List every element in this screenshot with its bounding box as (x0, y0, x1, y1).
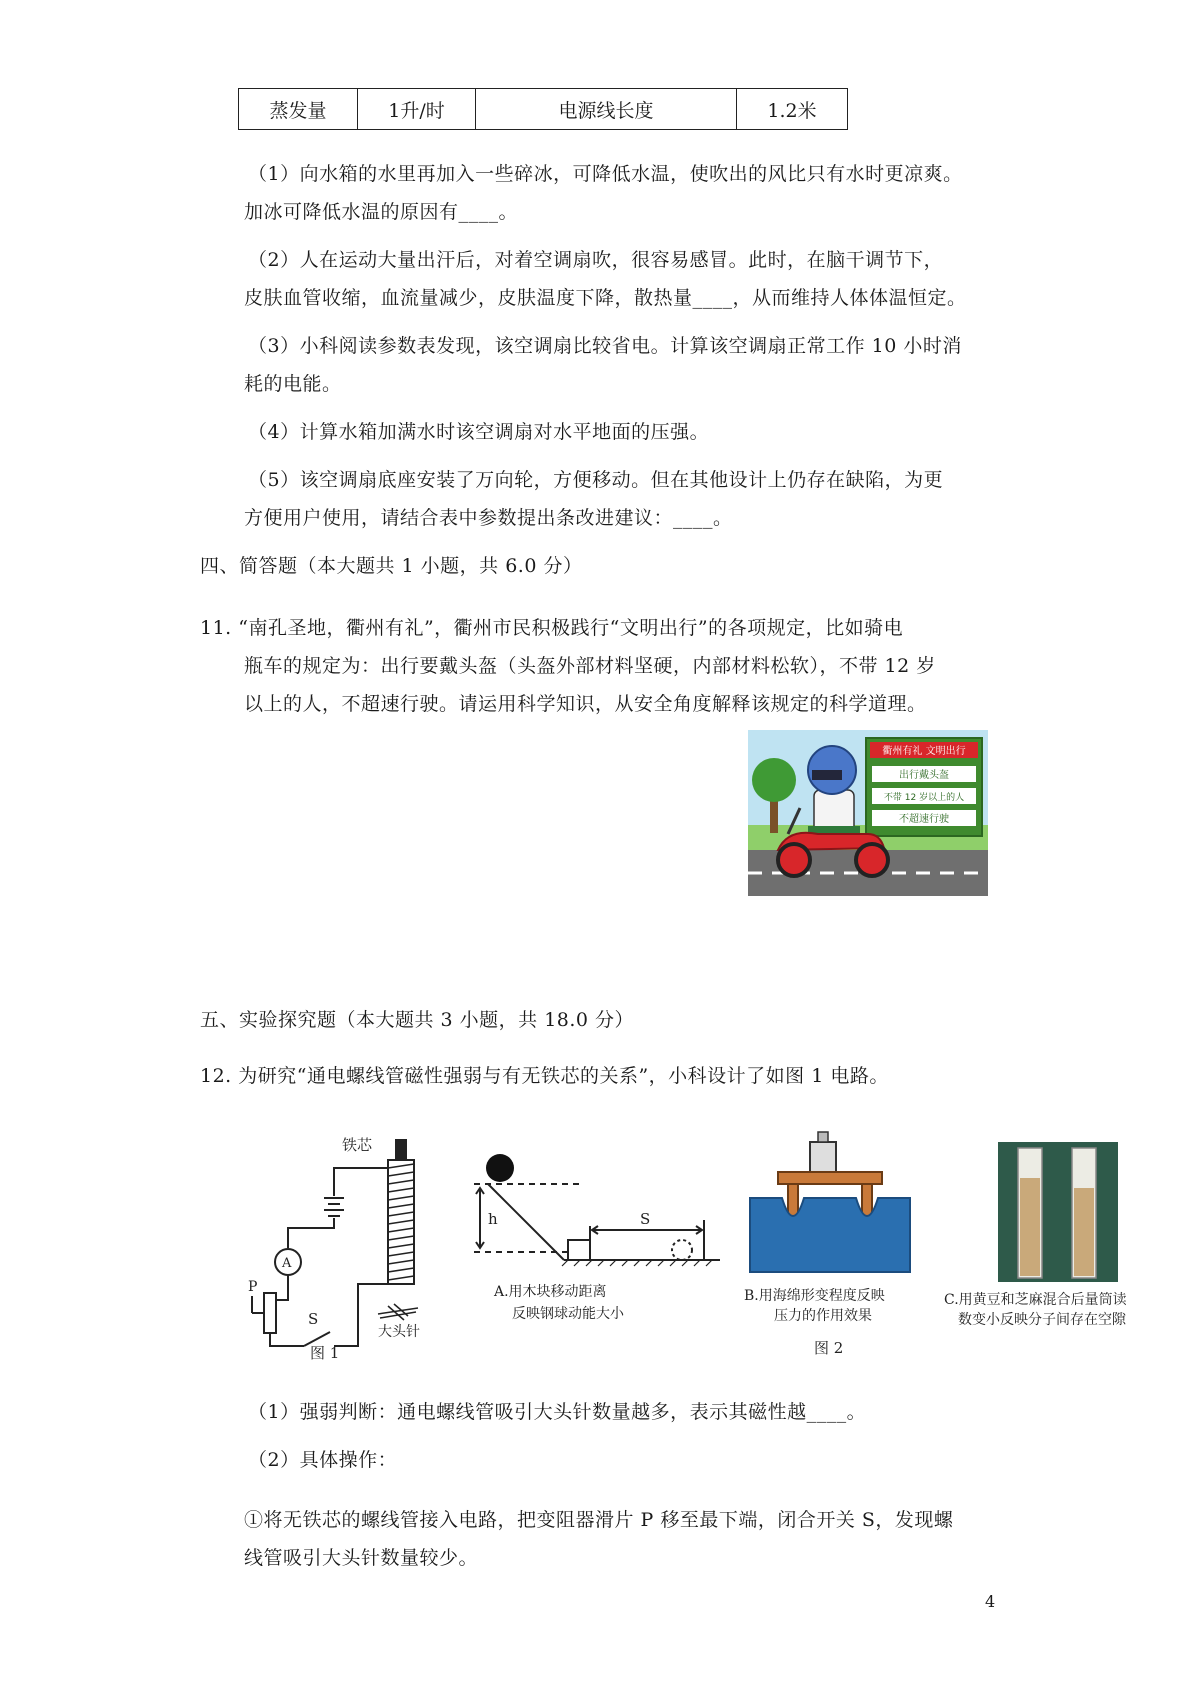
switch-s-label: S (308, 1310, 319, 1328)
q11-line2: 瓶车的规定为：出行要戴头盔（头盔外部材料坚硬，内部材料松软），不带 12 岁 (244, 655, 936, 677)
figure-2a-ramp (468, 1148, 728, 1338)
q12-sub1: （1）强弱判断：通电螺线管吸引大头针数量越多，表示其磁性越____。 (248, 1401, 867, 1423)
figure-2c-cylinders (944, 1128, 1174, 1338)
height-h-label: h (488, 1210, 498, 1228)
q10-part1-line1: （1）向水箱的水里再加入一些碎冰，可降低水温，使吹出的风比只有水时更凉爽。 (248, 163, 963, 185)
q10-part2-line2: 皮肤血管收缩，血流量减少，皮肤温度下降，散热量____，从而维持人体体温恒定。 (244, 287, 967, 309)
table-row (239, 89, 848, 130)
sponge-icon (750, 1198, 910, 1272)
figure-1-caption: 图 1 (310, 1344, 340, 1360)
caption-b-line1: B.用海绵形变程度反映 (744, 1288, 885, 1304)
slider-p-label: P (248, 1279, 258, 1295)
front-wheel-icon (778, 844, 810, 876)
q11-line3: 以上的人，不超速行驶。请运用科学知识，从安全角度解释该规定的科学道理。 (244, 693, 927, 715)
q12-sub2: （2）具体操作： (248, 1449, 398, 1471)
page-number: 4 (985, 1592, 996, 1611)
caption-c-line2: 数变小反映分子间存在空隙 (958, 1312, 1126, 1328)
board-rule-3: 不超速行驶 (899, 814, 949, 825)
q10-part3-line2: 耗的电能。 (244, 373, 342, 395)
caption-a-line2: 反映钢球动能大小 (512, 1306, 624, 1322)
table-cell: 1.2米 (737, 89, 848, 130)
section5-title: 五、实验探究题（本大题共 3 小题，共 18.0 分） (200, 1009, 635, 1031)
figure-2b-sponge (744, 1128, 944, 1360)
iron-core-label: 铁芯 (342, 1136, 373, 1154)
board-rule-1: 出行戴头盔 (899, 770, 949, 781)
caption-b-line2: 压力的作用效果 (774, 1308, 872, 1324)
q10-part2-line1: （2）人在运动大量出汗后，对着空调扇吹，很容易感冒。此时，在脑干调节下， (248, 249, 944, 271)
table-cell: 1升/时 (358, 89, 476, 130)
q10-part5-line1: （5）该空调扇底座安装了万向轮，方便移动。但在其他设计上仍存在缺陷，为更 (248, 469, 944, 491)
ammeter-label: A (282, 1256, 292, 1271)
steel-ball-icon (486, 1154, 514, 1182)
q12-line1: 12. 为研究“通电螺线管磁性强弱与有无铁芯的关系”，小科设计了如图 1 电路。 (200, 1065, 889, 1087)
figure-1-circuit (238, 1128, 488, 1360)
rear-wheel-icon (856, 844, 888, 876)
table-cell: 电源线长度 (476, 89, 737, 130)
distance-s-label: S (640, 1210, 651, 1228)
pins-label: 大头针 (378, 1324, 420, 1340)
board-title: 衢州有礼 文明出行 (882, 746, 966, 757)
caption-c-line1: C.用黄豆和芝麻混合后量筒读 (944, 1292, 1127, 1308)
q12-step1-line1: ①将无铁芯的螺线管接入电路，把变阻器滑片 P 移至最下端，闭合开关 S，发现螺 (244, 1509, 954, 1531)
q11-line1: 11. “南孔圣地，衢州有礼”，衢州市民积极践行“文明出行”的各项规定，比如骑电 (200, 617, 904, 639)
q10-part1-line2: 加冰可降低水温的原因有____。 (244, 201, 519, 223)
board-rule-2: 不带 12 岁以上的人 (883, 793, 965, 803)
q10-part4: （4）计算水箱加满水时该空调扇对水平地面的压强。 (248, 421, 710, 443)
helmet-rider-illustration (748, 730, 988, 896)
table-cell: 蒸发量 (239, 89, 358, 130)
q10-part3-line1: （3）小科阅读参数表发现，该空调扇比较省电。计算该空调扇正常工作 10 小时消 (248, 335, 962, 357)
figure-2-caption: 图 2 (814, 1339, 844, 1357)
parameter-table (238, 88, 848, 130)
q10-part5-line2: 方便用户使用，请结合表中参数提出条改进建议：____。 (244, 507, 733, 529)
caption-a-line1: A.用木块移动距离 (494, 1284, 607, 1300)
section4-title: 四、简答题（本大题共 1 小题，共 6.0 分） (200, 555, 583, 577)
q12-step1-line2: 线管吸引大头针数量较少。 (244, 1547, 479, 1569)
